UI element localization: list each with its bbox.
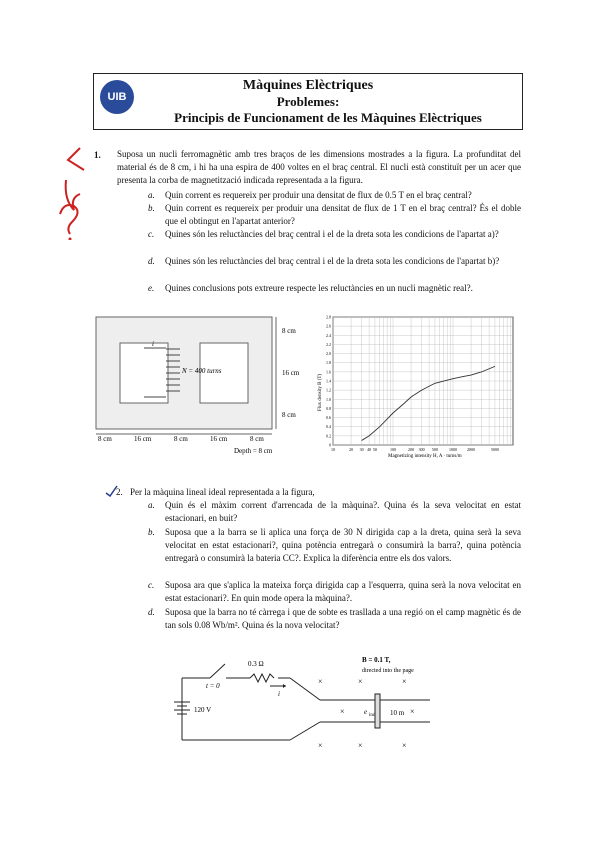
bh-point	[369, 436, 370, 437]
bottom-dim-3: 8 cm	[174, 435, 188, 443]
bh-ytick-label: 1.8	[326, 360, 331, 366]
bh-ytick-label: 0.2	[326, 433, 331, 439]
switch-label: t = 0	[206, 682, 220, 690]
core-window-left	[120, 343, 168, 403]
bh-ytick-label: 0.8	[326, 405, 331, 411]
p1-item-b: Quin corrent es requereix per produir una densitat de flux de 1 T en el braç central? És el doble que el obtingut en l'apartat anterior?	[165, 203, 521, 226]
p1-item-e-label: e.	[148, 283, 155, 293]
bh-ytick-label: 0	[329, 442, 331, 448]
resistance-label: 0.3 Ω	[248, 660, 264, 668]
core-current-label: i	[152, 340, 154, 348]
bh-point	[393, 413, 394, 414]
bh-ytick-label: 2.8	[326, 314, 331, 320]
p1-item-d: Quines són les reluctàncies del braç central i el de la dreta sota les condicions de l'apartat b)?	[165, 256, 500, 266]
dim-middle: 16 cm	[282, 369, 300, 377]
p2-item-d: Suposa que la barra no té càrrega i que de sobte es trasllada a una regió on el camp magnètic és de tan sols 0.08 Wb/m². Quina és la nova velocitat?	[165, 607, 521, 630]
circuit-current-label: i	[278, 690, 280, 698]
dim-bottom: 8 cm	[282, 411, 296, 419]
core-turns-label: N = 400 turns	[182, 367, 222, 375]
problem2-intro: Per la màquina lineal ideal representada a la figura,	[130, 487, 315, 497]
linear-machine-circuit	[170, 652, 440, 762]
bh-ytick-label: 2.4	[326, 332, 331, 338]
field-label: B = 0.1 T,	[362, 656, 391, 664]
bh-xtick-label: 100	[390, 447, 396, 452]
uib-logo: UIB	[100, 80, 134, 114]
battery-label: 120 V	[194, 706, 212, 714]
bh-ytick-label: 1.4	[326, 378, 331, 384]
bh-point	[361, 440, 362, 441]
p2-item-a: Quin és el màxim corrent d'arrencada de la màquina?. Quina és la seva velocitat en estat estacionari, en buit?	[165, 500, 521, 523]
bh-xtick-label: 20	[349, 447, 354, 452]
bh-xtick-label: 10	[331, 447, 335, 452]
dim-top: 8 cm	[282, 327, 296, 335]
p2-item-d-label: d.	[148, 607, 155, 617]
bh-xtick-label: 300	[418, 447, 425, 452]
problem1-text: Suposa un nucli ferromagnètic amb tres braços de les dimensions mostrades a la figura. La profunditat del material és de 8 cm, i hi ha una espira de 400 voltes en el braç central. El nucli està constituït per un acer que presenta la corba de magnetització indicada representada a la figura.	[117, 149, 521, 185]
bh-xtick-label: 30	[359, 447, 364, 452]
cross-5: ×	[318, 741, 323, 750]
bh-xtick-label: 500	[431, 447, 438, 452]
emf-subscript: ind	[369, 713, 376, 718]
topic-title: Principis de Funcionament de les Màquines Elèctriques	[174, 110, 482, 125]
bh-ytick-label: 1.0	[326, 396, 331, 402]
doc-subtitle: Problemes:	[276, 94, 340, 109]
p2-item-a-label: a.	[148, 500, 155, 510]
bh-xtick-label: 40	[367, 447, 372, 452]
bh-ytick-label: 0.6	[326, 415, 331, 421]
cross-7: ×	[402, 741, 407, 750]
p1-item-d-label: d.	[148, 256, 155, 266]
bh-ylabel: Flux density B (T)	[318, 373, 323, 411]
bh-xtick-label: 200	[408, 447, 415, 452]
bh-point	[379, 426, 380, 427]
bottom-dim-1: 8 cm	[98, 435, 112, 443]
cross-2: ×	[358, 677, 363, 686]
bh-point	[435, 383, 436, 384]
bottom-dim-5: 8 cm	[250, 435, 264, 443]
bh-point	[481, 372, 482, 373]
p1-item-a-label: a.	[148, 190, 155, 200]
p2-item-c-label: c.	[148, 580, 155, 590]
bh-ytick-label: 2.6	[326, 323, 331, 329]
course-title: Màquines Elèctriques	[242, 78, 374, 93]
header-box	[93, 73, 523, 130]
bh-point	[411, 397, 412, 398]
p1-item-b-label: b.	[148, 203, 155, 213]
bh-point	[453, 378, 454, 379]
moving-bar	[375, 694, 380, 728]
bh-ytick-label: 2.0	[326, 351, 331, 357]
cross-1: ×	[318, 677, 323, 686]
handwritten-question-mark	[56, 140, 96, 240]
length-label: 10 m	[390, 709, 405, 717]
p2-item-b: Suposa que a la barra se li aplica una força de 30 N dirigida cap a la dreta, quina serà la seva velocitat en estat estacionari?, quina potència entregarà o consumirà la barra?, quina potència entregarà o consumirà la bateria CC?. Explica la diferència entre els dos valors.	[165, 527, 521, 563]
p2-item-b-label: b.	[148, 527, 155, 537]
cross-4: ×	[340, 707, 345, 716]
bh-point	[471, 375, 472, 376]
bh-ytick-label: 1.6	[326, 369, 331, 375]
bh-xtick-label: 5000	[490, 447, 499, 452]
p2-item-c: Suposa ara que s'aplica la mateixa força dirigida cap a l'esquerra, quina serà la nova velocitat en estat estacionari?. En quin mode opera la màquina?.	[165, 580, 521, 603]
bottom-dim-4: 16 cm	[210, 435, 228, 443]
bh-xtick-label: 2000	[467, 447, 476, 452]
bh-point	[495, 366, 496, 367]
bh-ytick-label: 1.2	[326, 387, 331, 393]
p1-item-c-label: c.	[148, 229, 155, 239]
bh-xtick-label: 1000	[449, 447, 457, 452]
emf-label: e	[364, 708, 368, 716]
bh-chart	[313, 311, 523, 459]
p1-item-a: Quin corrent es requereix per produir una densitat de flux de 0.5 T en el braç central?	[165, 190, 472, 200]
depth-label: Depth = 8 cm	[234, 447, 273, 455]
p1-item-e: Quines conclusions pots extreure respecte les reluctàncies en un nucli magnètic real?.	[165, 283, 473, 293]
p1-item-c: Quines són les reluctàncies del braç central i el de la dreta sota les condicions de l'apartat a)?	[165, 229, 499, 239]
field-direction-label: directed into the page	[362, 668, 414, 674]
problem2-number: 2.	[116, 487, 123, 497]
bh-xtick-label: 50	[372, 447, 377, 452]
bottom-dim-2: 16 cm	[134, 435, 152, 443]
cross-8: ×	[410, 707, 415, 716]
cross-3: ×	[402, 677, 407, 686]
bh-xlabel: Magnetizing intensity H, A · turns/m	[388, 454, 462, 459]
cross-6: ×	[358, 741, 363, 750]
core-figure	[94, 313, 314, 458]
problem1-number: 1.	[94, 150, 101, 160]
bh-point	[403, 404, 404, 405]
bh-ytick-label: 0.4	[326, 424, 331, 430]
bh-point	[463, 376, 464, 377]
bh-point	[421, 390, 422, 391]
bh-ytick-label: 2.2	[326, 341, 331, 347]
